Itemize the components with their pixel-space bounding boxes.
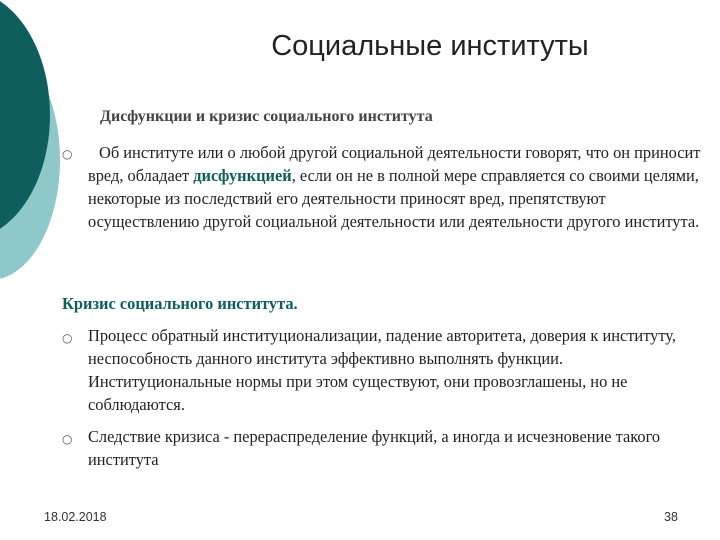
bullet-icon: ○ [62,331,73,345]
bullet-item-crisis-consequence: Следствие кризиса - перераспределение функций, а иногда и исчезновение такого института [88,427,661,469]
bullet-item-crisis-process: Процесс обратный институционализации, падение авторитета, доверия к институту, неспособность данного института эффективно выполнять функции. Институциональные нормы при этом существуют, они провозглашены, но не соблюдаются. [88,326,676,414]
footer-date: 18.02.2018 [44,510,107,524]
section-heading: Кризис социального института. [62,294,298,313]
bullet-icon: ○ [62,432,73,446]
page-number: 38 [664,510,678,524]
paragraph-text: Об институте или о любой другой социальной деятельности говорят, что он приносит вред, обладает [88,143,701,185]
highlighted-term: дисфункцией [193,166,292,185]
paragraph-dysfunction [88,141,708,233]
slide-subtitle: Дисфункции и кризис социального института [100,108,433,125]
slide-title: Социальные институты [271,30,589,62]
bullet-icon: ○ [62,147,73,161]
paragraph-text: , если он не в полной мере справляется со своими целями, некоторые из последствий его деятельности приносят вред, препятствуют осуществлению другой социальной деятельности или деятельности другого института. [88,166,700,231]
